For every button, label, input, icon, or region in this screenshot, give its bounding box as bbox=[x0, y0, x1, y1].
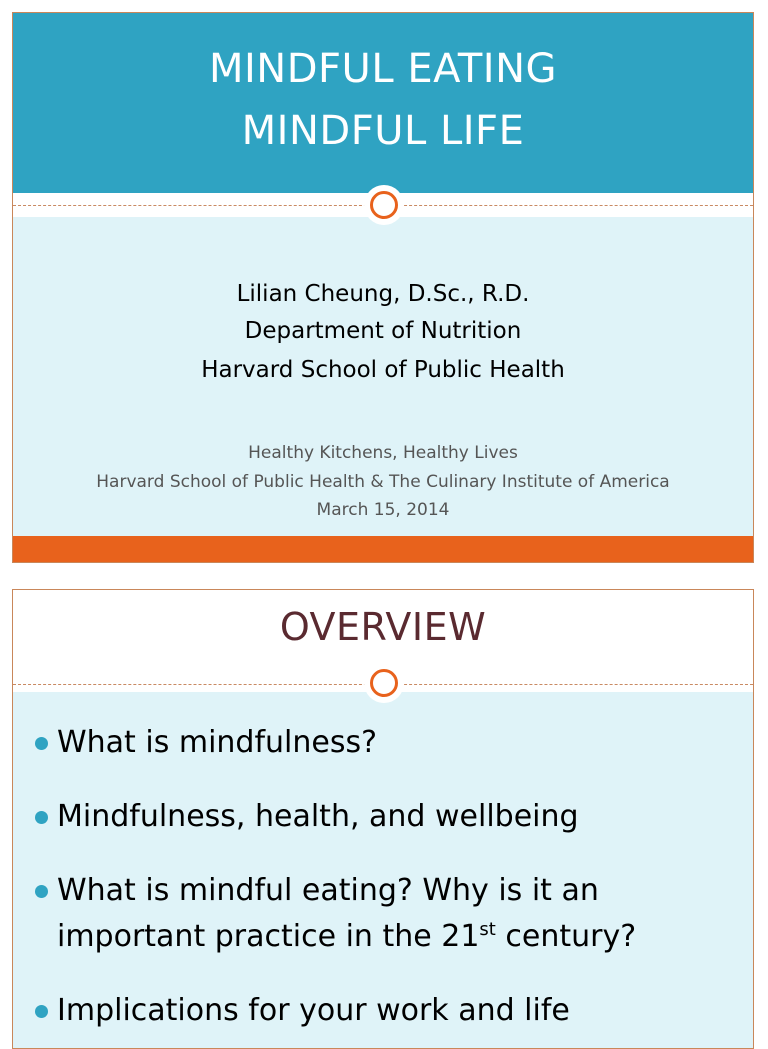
title-band bbox=[13, 13, 753, 193]
title-line-1: MINDFUL EATING bbox=[209, 46, 557, 92]
event-hosts: Harvard School of Public Health & The Culinary Institute of America bbox=[96, 472, 670, 492]
title-slide bbox=[12, 12, 754, 563]
bullet-text bbox=[57, 873, 636, 954]
bullet-text-tail: century? bbox=[495, 919, 637, 954]
author-school: Harvard School of Public Health bbox=[201, 357, 565, 383]
bullet-icon bbox=[35, 885, 48, 898]
bullet-text: What is mindfulness? bbox=[57, 725, 378, 760]
list-item bbox=[13, 988, 753, 1034]
footer-band bbox=[13, 536, 753, 562]
bullet-icon bbox=[35, 1005, 48, 1018]
author-department: Department of Nutrition bbox=[244, 318, 522, 344]
bullet-text: Implications for your work and life bbox=[57, 993, 570, 1028]
bullet-text: Mindfulness, health, and wellbeing bbox=[57, 799, 579, 834]
bullet-icon bbox=[35, 737, 48, 750]
title-line-2: MINDFUL LIFE bbox=[241, 108, 525, 154]
overview-slide bbox=[12, 589, 754, 1049]
list-item bbox=[13, 868, 753, 960]
author-name: Lilian Cheung, D.Sc., R.D. bbox=[236, 281, 530, 307]
circle-ornament-icon bbox=[364, 185, 404, 225]
list-item bbox=[13, 794, 753, 840]
ordinal-superscript: st bbox=[479, 919, 496, 940]
event-date: March 15, 2014 bbox=[316, 500, 450, 520]
bullet-list bbox=[13, 720, 753, 1049]
event-name: Healthy Kitchens, Healthy Lives bbox=[248, 443, 518, 463]
circle-ornament-icon bbox=[364, 663, 404, 703]
slide-title: OVERVIEW bbox=[279, 605, 487, 649]
list-item bbox=[13, 720, 753, 766]
bullet-icon bbox=[35, 811, 48, 824]
bullet-text-main: What is mindful eating? Why is it an important practice in the 21 bbox=[57, 873, 599, 954]
